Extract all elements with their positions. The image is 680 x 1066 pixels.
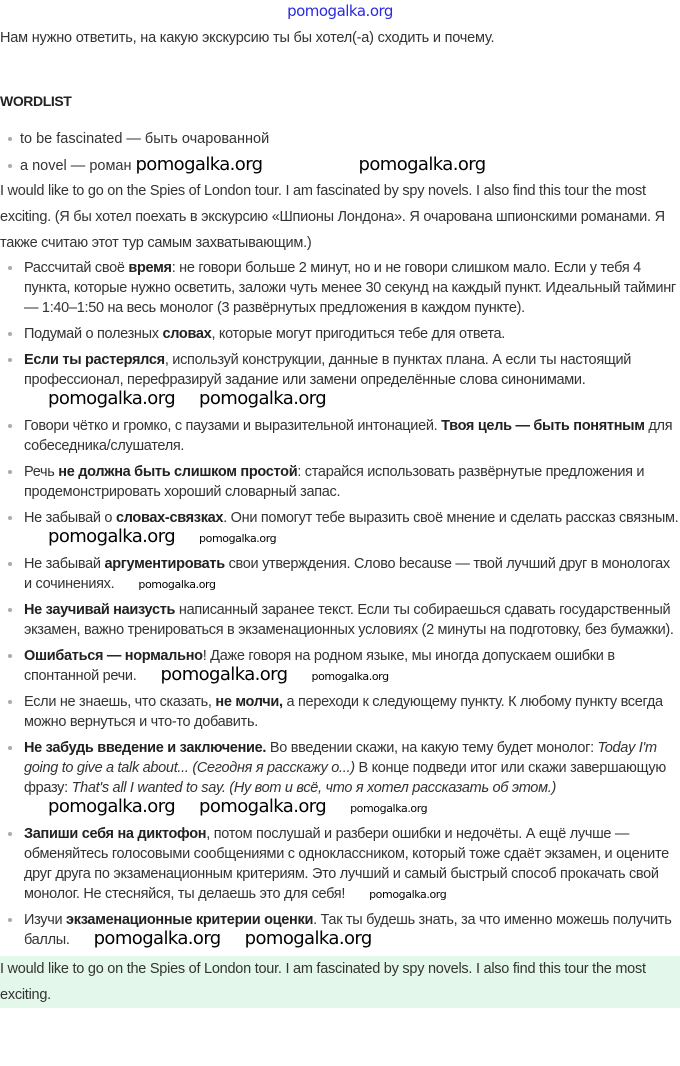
wordlist-item-text: to be fascinated — быть очарованной bbox=[20, 131, 270, 147]
bullet-icon bbox=[8, 470, 12, 474]
wordlist-title: WORDLIST bbox=[0, 93, 72, 109]
bullet-icon bbox=[8, 358, 12, 362]
wordlist-item bbox=[8, 129, 486, 156]
tip-bold-text: не должна быть слишком простой bbox=[58, 464, 298, 480]
tip-text: . Они помогут тебе выразить своё мнение и сделать рассказ связным. bbox=[223, 510, 679, 526]
tip-text: Не забывай о bbox=[24, 510, 116, 526]
watermark: pomogalka.org bbox=[350, 802, 428, 815]
tip-text: Во введении скажи, на какую тему будет монолог: bbox=[266, 740, 598, 756]
tip-item bbox=[8, 258, 680, 318]
bullet-icon bbox=[8, 918, 12, 922]
tip-text: написанный заранее текст. Если ты собираешься сдавать государственный экзамен, важно тренироваться в экзаменационных условиях (2 минуты на подготовку, без бумажки). bbox=[24, 602, 674, 638]
task-intro: Нам нужно ответить, на какую экскурсию ты бы хотел(-а) сходить и почему. bbox=[0, 30, 495, 46]
tip-text: для собеседника/слушателя. bbox=[24, 418, 673, 454]
watermark: pomogalka.org bbox=[138, 578, 216, 591]
tip-text: свои утверждения. Слово because — твой лучший друг в монологах и сочинениях. bbox=[24, 556, 670, 592]
tip-item bbox=[8, 508, 680, 548]
tip-text: . Так ты будешь знать, за что именно можешь получить баллы. bbox=[24, 912, 672, 948]
answer-text: I would like to go on the Spies of London tour. I am fascinated by spy novels. I also find this tour the most exciting. (Я бы хотел поехать в экскурсию «Шпионы Лондона». Я очарована шпионскими романами. Я также считаю этот тур самым захватывающим.) bbox=[0, 183, 665, 251]
bullet-icon bbox=[8, 516, 12, 520]
watermark: pomogalka.org bbox=[244, 928, 372, 949]
tip-item bbox=[8, 692, 680, 732]
tip-bold-text: аргументировать bbox=[104, 556, 225, 572]
watermark: pomogalka.org bbox=[160, 664, 288, 685]
tip-bold-text: экзаменационные критерии оценки bbox=[66, 912, 314, 928]
tip-text: : старайся использовать развёрнутые предложения и продемонстрировать хороший словарный запас. bbox=[24, 464, 645, 500]
tip-item bbox=[8, 324, 680, 344]
watermark: pomogalka.org bbox=[199, 532, 277, 545]
final-answer-box: I would like to go on the Spies of London tour. I am fascinated by spy novels. I also find this tour the most exciting. bbox=[0, 956, 680, 1008]
bullet-icon bbox=[8, 700, 12, 704]
watermark: pomogalka.org bbox=[48, 796, 176, 817]
bullet-icon bbox=[8, 608, 12, 612]
tip-item bbox=[8, 824, 680, 904]
bullet-icon bbox=[8, 332, 12, 336]
tip-bold-text: словах-связках bbox=[115, 510, 224, 526]
content-flow bbox=[0, 178, 680, 1008]
tip-text: , используй конструкции, данные в пунктах плана. А если ты настоящий профессионал, перефразируй задание или замени определённые слова синонимами. bbox=[24, 352, 632, 388]
watermark: pomogalka.org bbox=[93, 928, 221, 949]
bullet-icon bbox=[8, 137, 12, 141]
tip-bold-text: Не заучивай наизусть bbox=[24, 602, 176, 618]
bullet-icon bbox=[8, 746, 12, 750]
tip-bold-text: Ошибаться — нормально bbox=[24, 648, 203, 664]
watermark: pomogalka.org bbox=[48, 526, 176, 547]
wordlist-item-text: a novel — роман bbox=[20, 158, 132, 174]
tip-item bbox=[8, 350, 680, 410]
tip-item bbox=[8, 462, 680, 502]
tip-italic-text: That's all I wanted to say. (Ну вот и всё, что я хотел рассказать об этом.) bbox=[71, 780, 556, 796]
tip-italic-text: Today I'm going to give a talk about... (Сегодня я расскажу о...) bbox=[24, 740, 657, 776]
bullet-icon bbox=[8, 266, 12, 270]
tip-bold-text: Не забудь введение и заключение. bbox=[24, 740, 267, 756]
tip-bold-text: время bbox=[128, 260, 172, 276]
watermark-top: pomogalka.org bbox=[287, 2, 393, 20]
bullet-icon bbox=[8, 832, 12, 836]
watermark: pomogalka.org bbox=[135, 154, 263, 175]
bullet-icon bbox=[8, 164, 12, 168]
tip-text: Речь bbox=[24, 464, 59, 480]
tip-bold-text: Если ты растерялся bbox=[24, 352, 165, 368]
tip-text: Подумай о полезных bbox=[24, 326, 163, 342]
tip-bold-text: не молчи, bbox=[215, 694, 283, 710]
tip-item bbox=[8, 600, 680, 640]
tip-text: Говори чётко и громко, с паузами и выразительной интонацией. bbox=[24, 418, 442, 434]
tip-text: : не говори больше 2 минут, но и не говори слишком мало. Если у тебя 4 пункта, которые нужно осветить, заложи чуть менее 30 секунд на каждый пункт. Идеальный тайминг — 1:40–1:50 на весь монолог (3 развёрнутых предложения в каждом пункте). bbox=[24, 260, 676, 316]
tip-text: Рассчитай своё bbox=[24, 260, 129, 276]
tip-text: Если не знаешь, что сказать, bbox=[24, 694, 216, 710]
tips-list bbox=[8, 258, 680, 950]
tip-text: ! Даже говоря на родном языке, мы иногда допускаем ошибки в спонтанной речи. bbox=[24, 648, 615, 684]
wordlist bbox=[8, 129, 486, 183]
tip-text: В конце подведи итог или скажи завершающую фразу: bbox=[24, 760, 666, 796]
bullet-icon bbox=[8, 562, 12, 566]
tip-item bbox=[8, 738, 680, 818]
bullet-icon bbox=[8, 424, 12, 428]
tip-text: , которые могут пригодиться тебе для ответа. bbox=[211, 326, 506, 342]
bullet-icon bbox=[8, 654, 12, 658]
tip-item bbox=[8, 646, 680, 686]
tip-text: Изучи bbox=[24, 912, 67, 928]
watermark: pomogalka.org bbox=[199, 388, 327, 409]
tip-text: а переходи к следующему пункту. К любому пункту всегда можно вернуться и что-то добавить. bbox=[24, 694, 663, 730]
tip-bold-text: Запиши себя на диктофон bbox=[24, 826, 207, 842]
tip-item bbox=[8, 416, 680, 456]
tip-bold-text: Твоя цель — быть понятным bbox=[441, 418, 645, 434]
watermark: pomogalka.org bbox=[369, 888, 447, 901]
tip-bold-text: словах bbox=[162, 326, 212, 342]
tip-text: , потом послушай и разбери ошибки и недочёты. А ещё лучше — обменяйтесь голосовыми сообщениями с одноклассником, который тоже сдаёт экзамен, и оцените друг друга по экзаменационным критериям. Это лучший и самый быстрый способ прокачать свой монолог. Не стесняйся, ты делаешь это для себя! bbox=[24, 826, 669, 902]
watermark: pomogalka.org bbox=[199, 796, 327, 817]
tip-item bbox=[8, 554, 680, 594]
watermark: pomogalka.org bbox=[311, 670, 389, 683]
tip-item bbox=[8, 910, 680, 950]
tip-text: Не забывай bbox=[24, 556, 105, 572]
watermark: pomogalka.org bbox=[48, 388, 176, 409]
watermark: pomogalka.org bbox=[358, 154, 486, 175]
